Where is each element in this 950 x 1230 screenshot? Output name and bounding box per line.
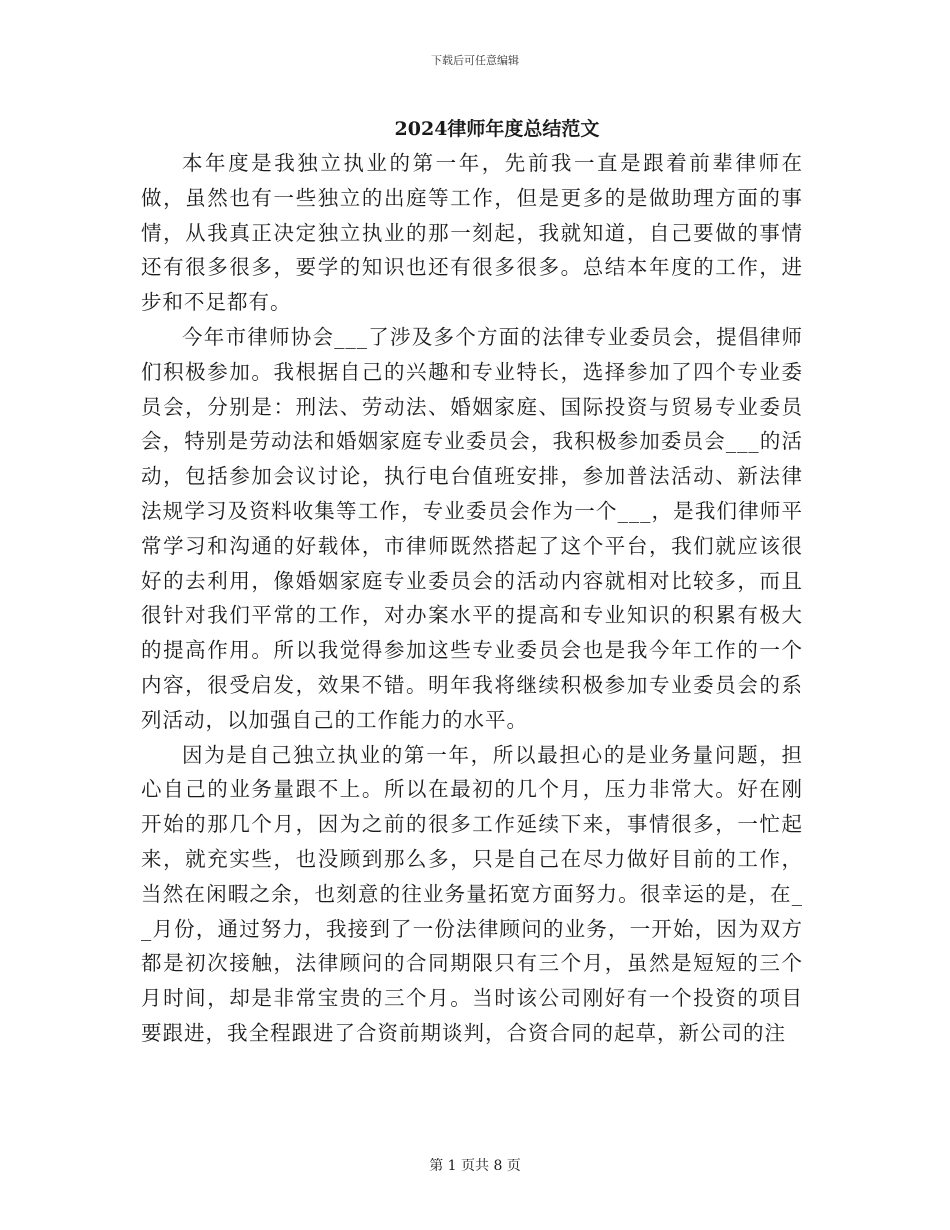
- paragraph-3: 因为是自己独立执业的第一年，所以最担心的是业务量问题，担心自己的业务量跟不上。所以在最初的几个月，压力非常大。好在刚开始的那几个月，因为之前的很多工作延续下来，事情很多，一忙起来，就充实些，也没顾到那么多，只是自己在尽力做好目前的工作，当然在闲暇之余，也刻意的往业务量拓宽方面努力。很幸运的是，在__月份，通过努力，我接到了一份法律顾问的业务，一开始，因为双方都是初次接触，法律顾问的合同期限只有三个月，虽然是短短的三个月时间，却是非常宝贵的三个月。当时该公司刚好有一个投资的项目要跟进，我全程跟进了合资前期谈判，合资合同的起草，新公司的注: [141, 742, 803, 1045]
- page-number: 第 1 页共 8 页: [429, 1158, 521, 1174]
- page-header-note: 下载后可任意编辑: [431, 54, 519, 67]
- paragraph-2: 今年市律师协会___了涉及多个方面的法律专业委员会，提倡律师们积极参加。我根据自己的兴趣和专业特长，选择参加了四个专业委员会，分别是：刑法、劳动法、婚姻家庭、国际投资与贸易专业委员会，特别是劳动法和婚姻家庭专业委员会，我积极参加委员会___的活动，包括参加会议讨论，执行电台值班安排，参加普法活动、新法律法规学习及资料收集等工作，专业委员会作为一个___，是我们律师平常学习和沟通的好载体，市律师既然搭起了这个平台，我们就应该很好的去利用，像婚姻家庭专业委员会的活动内容就相对比较多，而且很针对我们平常的工作，对办案水平的提高和专业知识的积累有极大的提高作用。所以我觉得参加这些专业委员会也是我今年工作的一个内容，很受启发，效果不错。明年我将继续积极参加专业委员会的系列活动，以加强自己的工作能力的水平。: [141, 324, 803, 732]
- document-title: 2024律师年度总结范文: [394, 118, 600, 140]
- paragraph-1: 本年度是我独立执业的第一年，先前我一直是跟着前辈律师在做，虽然也有一些独立的出庭等工作，但是更多的是做助理方面的事情，从我真正决定独立执业的那一刻起，我就知道，自己要做的事情还有很多很多，要学的知识也还有很多很多。总结本年度的工作，进步和不足都有。: [141, 151, 803, 315]
- document-body: [141, 146, 803, 1051]
